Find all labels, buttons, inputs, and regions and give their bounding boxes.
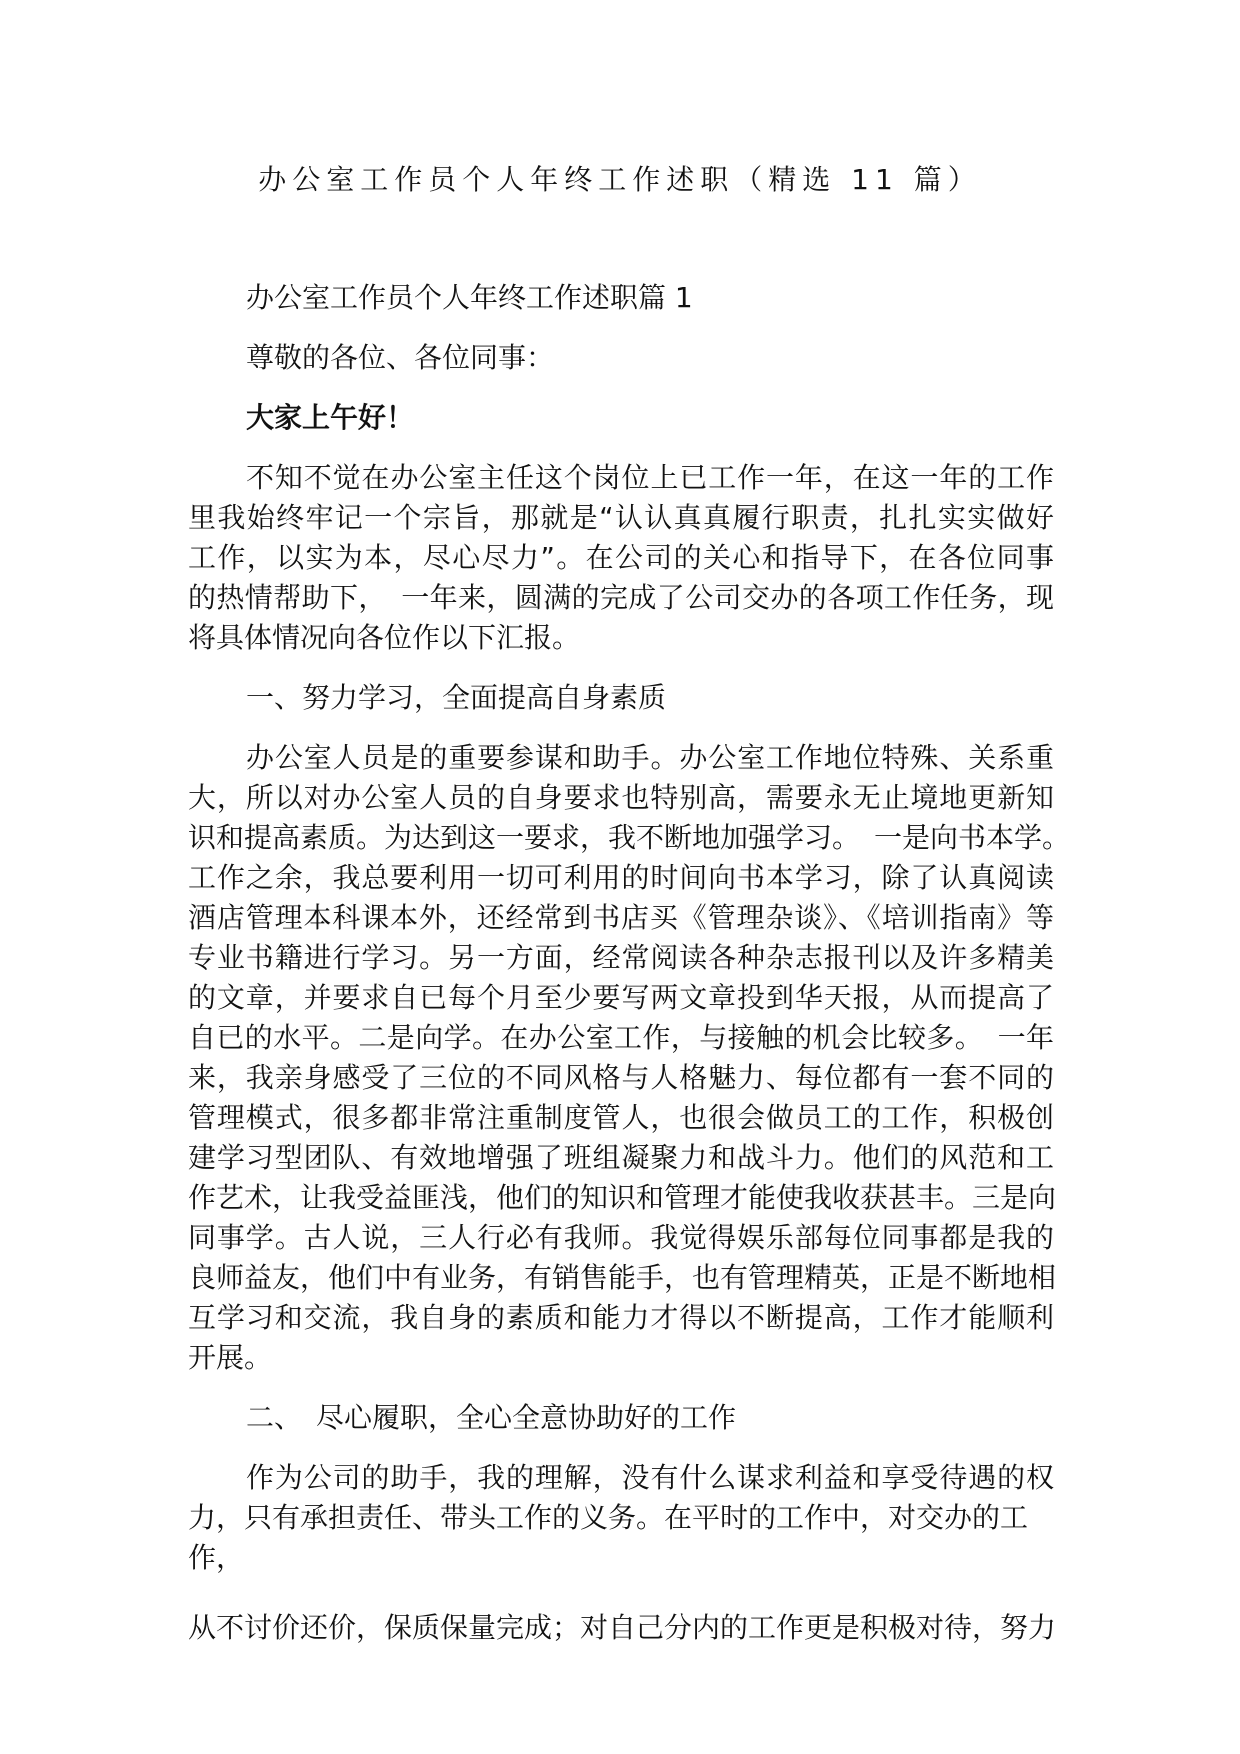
paragraph-line: 将具体情况向各位作以下汇报。 xyxy=(188,621,581,654)
document-body xyxy=(188,278,1071,1578)
paragraph-line: 力，只有承担责任、带头工作的义务。在平时的工作中，对交办的工 xyxy=(188,1501,1029,1534)
paragraph-line: 同事学。古人说，三人行必有我师。我觉得娱乐部每位同事都是我的 xyxy=(188,1221,1054,1254)
salutation: 尊敬的各位、各位同事： xyxy=(246,341,555,374)
paragraph-line: 互学习和交流，我自身的素质和能力才得以不断提高，工作才能顺利 xyxy=(188,1301,1054,1334)
section-2-paragraph xyxy=(188,1458,1054,1578)
paragraph-line: 来，我亲身感受了三位的不同风格与人格魅力、每位都有一套不同的 xyxy=(188,1061,1054,1094)
paragraph-line: 识和提高素质。为达到这一要求，我不断地加强学习。 一是向书本学。 xyxy=(188,821,1071,854)
paragraph-line: 开展。 xyxy=(188,1341,273,1374)
paragraph-line: 作艺术，让我受益匪浅，他们的知识和管理才能使我收获甚丰。三是向 xyxy=(188,1181,1057,1214)
paragraph-line: 建学习型团队、有效地增强了班组凝聚力和战斗力。他们的风范和工 xyxy=(188,1141,1054,1174)
paragraph-line: 的热情帮助下， 一年来，圆满的完成了公司交办的各项工作任务，现 xyxy=(188,581,1054,614)
paragraph-line: 工作之余，我总要利用一切可利用的时间向书本学习，除了认真阅读 xyxy=(188,861,1054,894)
paragraph-line: 酒店管理本科课本外，还经常到书店买《管理杂谈》、《培训指南》等 xyxy=(188,901,1054,934)
paragraph-line: 管理模式，很多都非常注重制度管人，也很会做员工的工作，积极创 xyxy=(188,1101,1054,1134)
paragraph-line: 的文章，并要求自已每个月至少要写两文章投到华天报，从而提高了 xyxy=(188,981,1054,1014)
document-title: 办公室工作员个人年终工作述职（精选 11 篇） xyxy=(258,163,982,196)
greeting: 大家上午好！ xyxy=(246,401,415,434)
article-heading: 办公室工作员个人年终工作述职篇 1 xyxy=(246,281,693,314)
paragraph-line: 里我始终牢记一个宗旨，那就是“认认真真履行职责，扎扎实实做好 xyxy=(188,501,1054,534)
section-2-heading: 二、 尽心履职，全心全意协助好的工作 xyxy=(246,1401,737,1434)
paragraph-line: 专业书籍进行学习。另一方面，经常阅读各种杂志报刊以及许多精美 xyxy=(188,941,1054,974)
section-1-heading: 一、努力学习，全面提高自身素质 xyxy=(246,681,667,714)
paragraph-line: 良师益友，他们中有业务，有销售能手，也有管理精英，正是不断地相 xyxy=(188,1261,1057,1294)
paragraph-line: 工作，以实为本，尽心尽力”。在公司的关心和指导下，在各位同事 xyxy=(188,541,1054,574)
paragraph-line: 从不讨价还价，保质保量完成；对自己分内的工作更是积极对待，努力 xyxy=(188,1611,1057,1644)
paragraph-line: 自已的水平。二是向学。在办公室工作，与接触的机会比较多。 一年 xyxy=(188,1021,1054,1054)
intro-paragraph xyxy=(188,458,1054,658)
paragraph-line: 办公室人员是的重要参谋和助手。办公室工作地位特殊、关系重 xyxy=(246,741,1054,774)
paragraph-line: 大，所以对办公室人员的自身要求也特别高，需要永无止境地更新知 xyxy=(188,781,1054,814)
paragraph-line: 不知不觉在办公室主任这个岗位上已工作一年，在这一年的工作 xyxy=(246,461,1054,494)
paragraph-line: 作为公司的助手，我的理解，没有什么谋求利益和享受待遇的权 xyxy=(246,1461,1054,1494)
section-1-paragraph xyxy=(188,738,1071,1378)
trailing-line xyxy=(188,1608,1057,1648)
paragraph-line: 作， xyxy=(188,1541,245,1574)
